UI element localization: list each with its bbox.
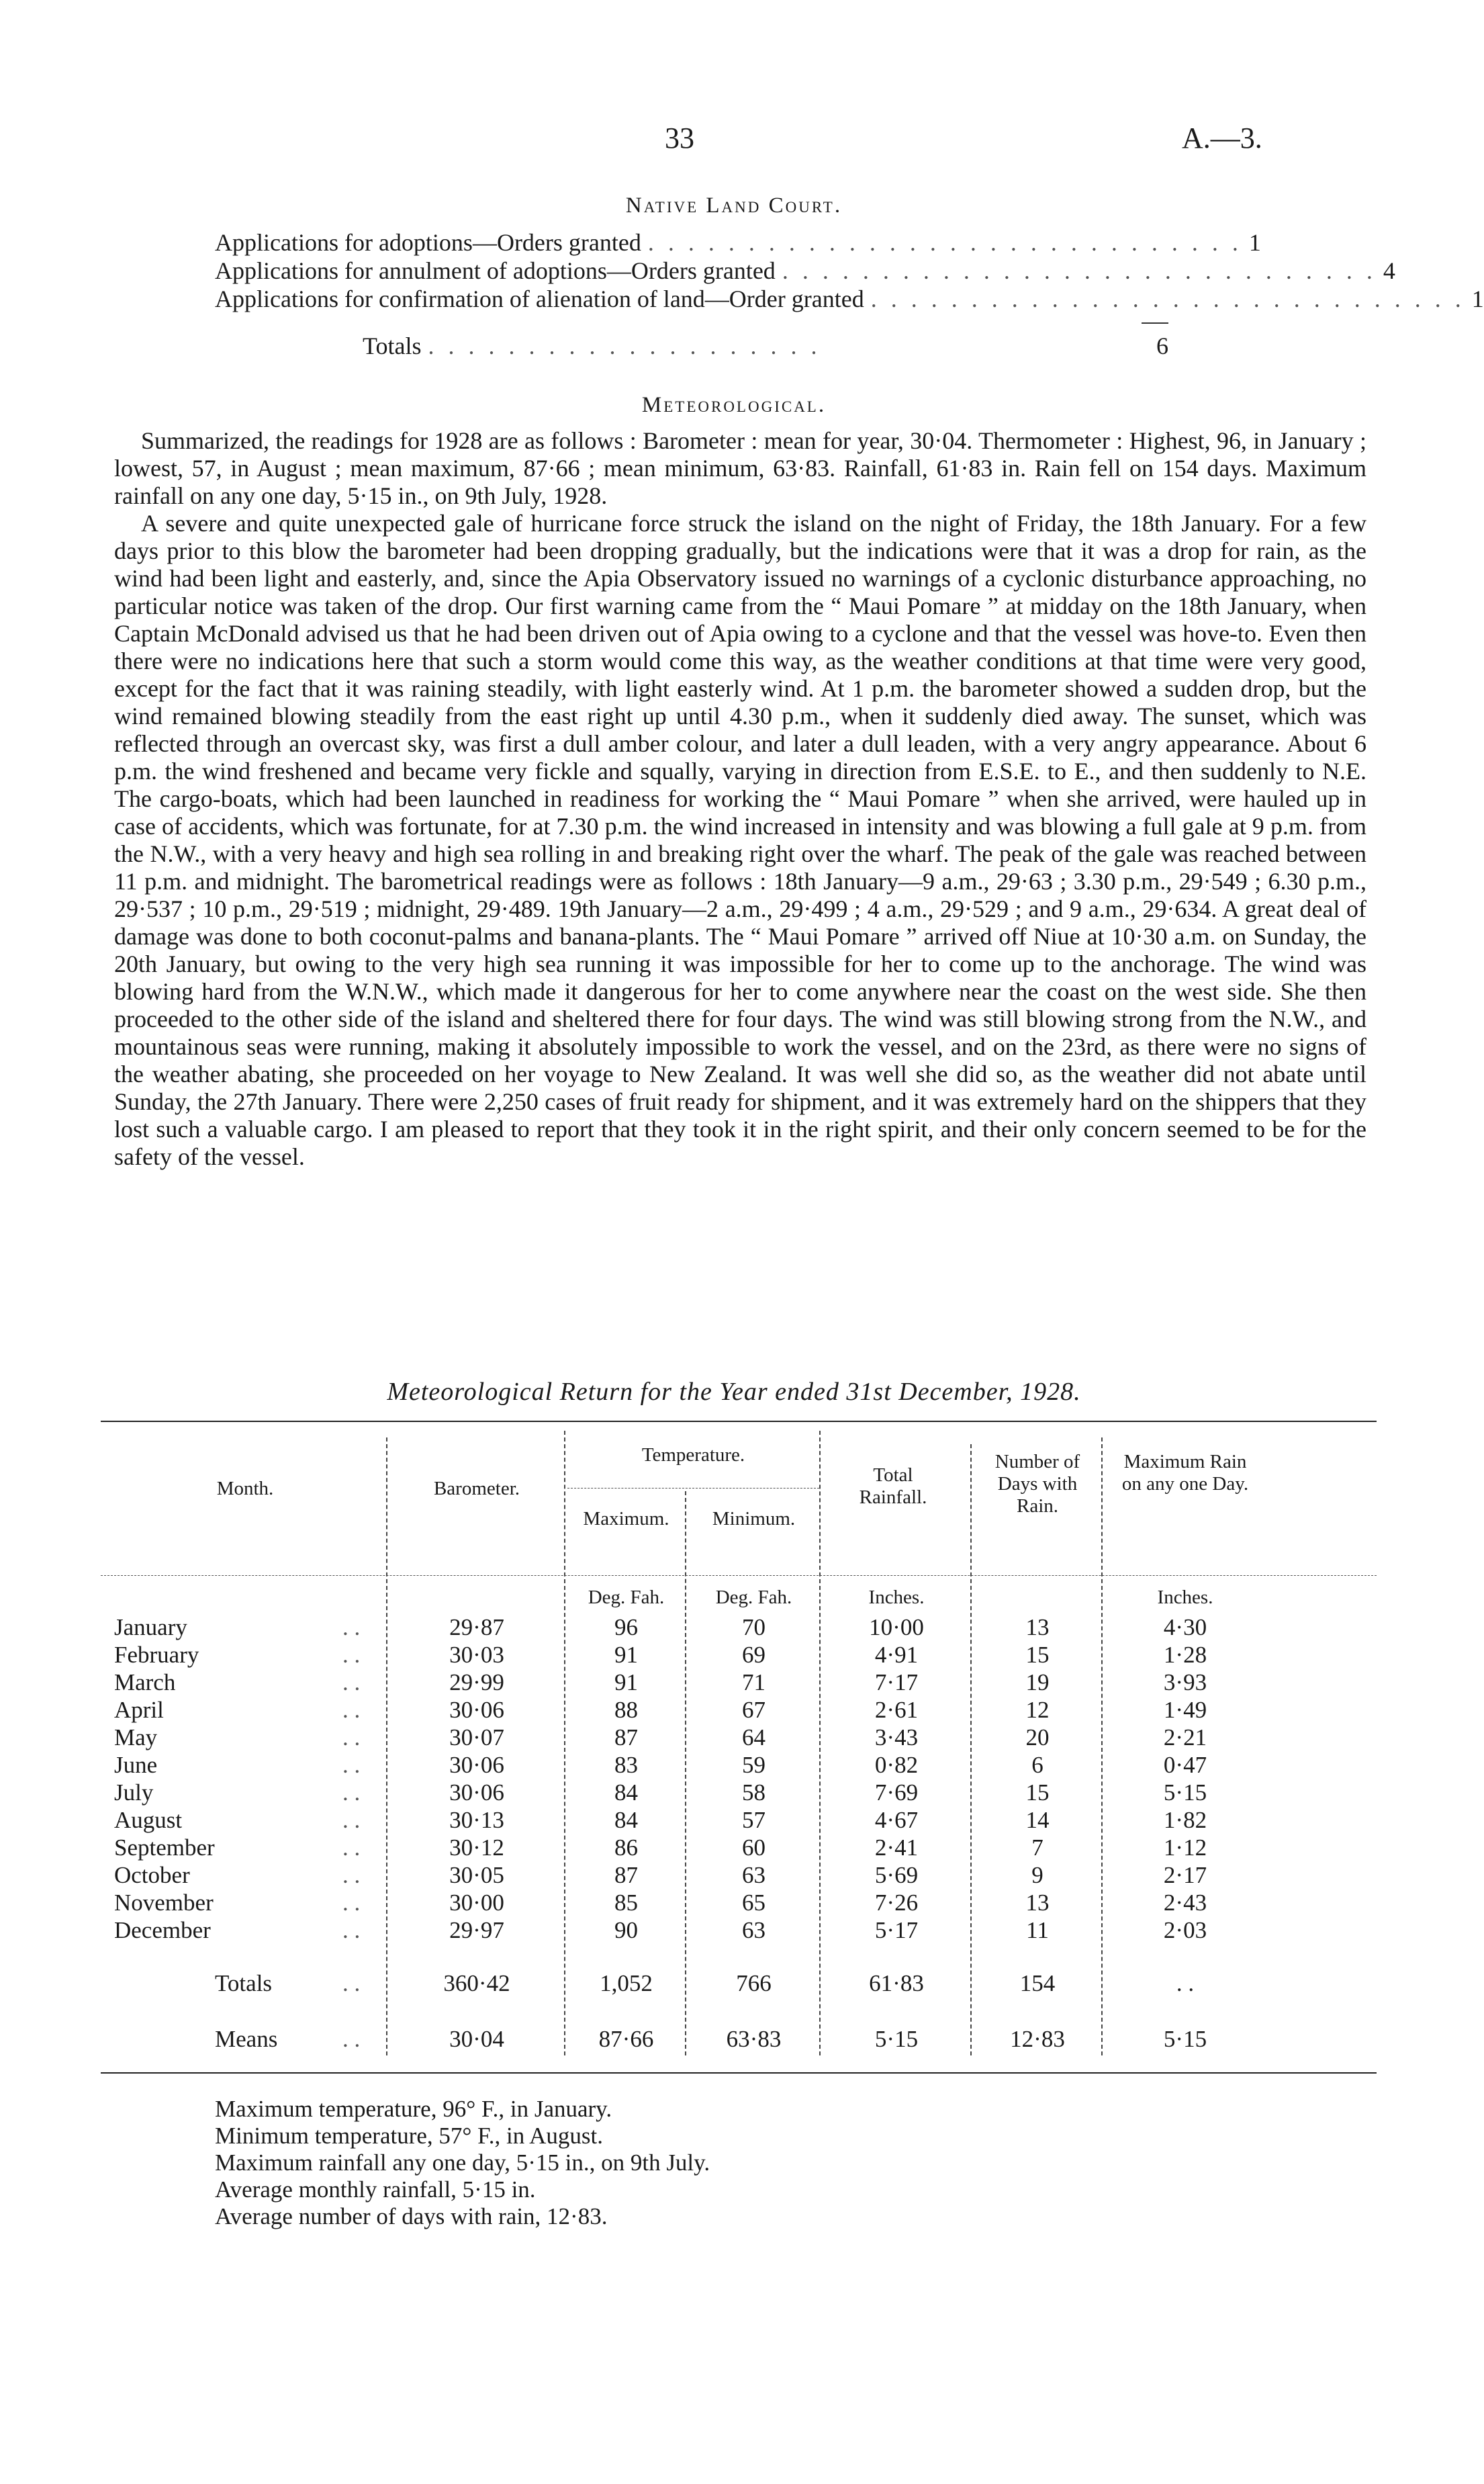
- totals-row: [215, 332, 1168, 360]
- cell-min: 65: [742, 1890, 766, 1916]
- cell-max-rain: 0·47: [1163, 1752, 1207, 1778]
- leader-dots: . .: [342, 1724, 361, 1750]
- cell-rain: 4·91: [874, 1642, 919, 1668]
- leader-dots: . .: [342, 1614, 361, 1640]
- leader-dots: . . . . . . . . . . . . . . . . . . . . . . . . . . . . . .: [870, 285, 1465, 312]
- cell-min: 63: [742, 1862, 766, 1888]
- cell-rain: 5·15: [874, 2026, 919, 2052]
- row-label: April: [114, 1697, 164, 1723]
- leader-dots: . . . . . . . . . . . . . . . . . . . .: [428, 332, 821, 359]
- unit-label: Inches.: [868, 1587, 925, 1608]
- cell-rain: 10·00: [869, 1614, 924, 1640]
- cell-days: 13: [1025, 1890, 1050, 1916]
- cell-max-rain: 2·21: [1163, 1724, 1207, 1750]
- header-rule: [101, 1575, 1377, 1576]
- cell-min: 60: [742, 1834, 766, 1861]
- cell-min: 64: [742, 1724, 766, 1750]
- col-header-minimum: Minimum.: [712, 1508, 796, 1529]
- row-label: Means: [215, 2026, 278, 2052]
- cell-barometer: 30·06: [449, 1752, 504, 1778]
- row-label: August: [114, 1807, 183, 1833]
- row-label: September: [114, 1834, 215, 1861]
- leader-dots: . .: [342, 1669, 361, 1695]
- leader-dots: . .: [342, 1862, 361, 1888]
- cell-max-rain: 3·93: [1163, 1669, 1207, 1695]
- row-label: January: [114, 1614, 187, 1640]
- cell-max-rain: 1·82: [1163, 1807, 1207, 1833]
- col-header-max-rain: Maximum Rain on any one Day.: [1121, 1451, 1249, 1495]
- note-line: Average number of days with rain, 12·83.: [215, 2203, 608, 2229]
- row-label: February: [114, 1642, 199, 1668]
- native-land-court-title: Native Land Court.: [625, 193, 843, 218]
- leader-dots: . .: [342, 1697, 361, 1723]
- cell-days: 12·83: [1010, 2026, 1065, 2052]
- summary-notes: [215, 2096, 710, 2230]
- cell-max: 84: [614, 1807, 638, 1833]
- cell-max: 83: [614, 1752, 638, 1778]
- cell-days: 7: [1031, 1834, 1044, 1861]
- leader-dots: . .: [342, 1752, 361, 1778]
- cell-max: 87: [614, 1862, 638, 1888]
- cell-min: 67: [742, 1697, 766, 1723]
- note-line: Maximum rainfall any one day, 5·15 in., on 9th July.: [215, 2149, 710, 2176]
- cell-max-rain: 2·17: [1163, 1862, 1207, 1888]
- cell-max: 90: [614, 1917, 638, 1943]
- cell-barometer: 360·42: [443, 1970, 510, 1996]
- cell-rain: 0·82: [874, 1752, 919, 1778]
- row-label: July: [114, 1779, 154, 1806]
- cell-barometer: 29·97: [449, 1917, 504, 1943]
- col-header-temperature: Temperature.: [641, 1444, 745, 1466]
- cell-rain: 2·61: [874, 1697, 919, 1723]
- leader-dots: . . . . . . . . . . . . . . . . . . . . . . . . . . . . . .: [647, 229, 1242, 256]
- cell-max: 84: [614, 1779, 638, 1806]
- item-label: Applications for annulment of adoptions—Orders granted: [215, 257, 776, 284]
- temperature-subrule: [567, 1488, 819, 1489]
- leader-dots: . .: [342, 1779, 361, 1806]
- cell-min: 69: [742, 1642, 766, 1668]
- cell-barometer: 30·05: [449, 1862, 504, 1888]
- unit-label: Deg. Fah.: [588, 1587, 665, 1608]
- cell-min: 63·83: [726, 2026, 782, 2052]
- row-label: October: [114, 1862, 190, 1888]
- col-header-total-rainfall: Total Rainfall.: [859, 1464, 927, 1508]
- cell-max: 88: [614, 1697, 638, 1723]
- cell-min: 766: [736, 1970, 772, 1996]
- cell-rain: 5·69: [874, 1862, 919, 1888]
- cell-min: 58: [742, 1779, 766, 1806]
- row-label: June: [114, 1752, 158, 1778]
- cell-rain: 7·69: [874, 1779, 919, 1806]
- row-label: Totals: [215, 1970, 273, 1996]
- cell-min: 57: [742, 1807, 766, 1833]
- meteorological-title: Meteorological.: [641, 393, 827, 417]
- cell-barometer: 30·12: [449, 1834, 504, 1861]
- leader-dots: . . . . . . . . . . . . . . . . . . . . . . . . . . . . . .: [782, 257, 1377, 284]
- item-value: 1: [1248, 229, 1261, 256]
- leader-dots: . .: [342, 1834, 361, 1861]
- cell-barometer: 30·03: [449, 1642, 504, 1668]
- cell-barometer: 30·06: [449, 1779, 504, 1806]
- cell-days: 15: [1025, 1779, 1050, 1806]
- paragraph: A severe and quite unexpected gale of hurricane force struck the island on the night of Friday, the 18th January. For a few days prior to this blow the barometer had been dropping gradually, but the indications were that it was a drop for rain, as the wind had been light and easterly, and, since the Apia Observatory issued no warnings of a cyclonic disturbance approaching, no particular notice was taken of the drop. Our first warning came from the “ Maui Pomare ” at midday on the 18th January, when Captain McDonald advised us that he had been driven out of Apia owing to a cyclone and that the vessel was hove-to. Even then there were no indications here that such a storm would come this way, as the weather conditions at that time were very good, except for the fact that it was raining steadily, with light easterly wind. At 1 p.m. the barometer showed a sudden drop, but the wind remained blowing steadily from the east right up until 4.30 p.m., when it suddenly died away. The sunset, which was reflected through an overcast sky, was first a dull amber colour, and later a dull leaden, with a very angry appearance. About 6 p.m. the wind freshened and became very fickle and squally, varying in direction from E.S.E. to E., and then suddenly to N.E. The cargo-boats, which had been launched in readiness for working the “ Maui Pomare ” when she arrived, were hauled up in case of accidents, which was fortunate, for at 7.30 p.m. the wind increased in intensity and was blowing a full gale at 9 p.m. from the N.W., with a very heavy and high sea rolling in and breaking right over the wharf. The peak of the gale was reached between 11 p.m. and midnight. The barometrical readings were as follows : 18th January—9 a.m., 29·63 ; 3.30 p.m., 29·549 ; 6.30 p.m., 29·537 ; 10 p.m., 29·519 ; midnight, 29·489. 19th January—2 a.m., 29·499 ; 4 a.m., 29·529 ; and 9 a.m., 29·634. A great deal of damage was done to both coconut-palms and banana-plants. The “ Maui Pomare ” arrived off Niue at 10·30 a.m. on Sunday, the 20th January, but owing to the very high sea running it was impossible for her to come up to the anchorage. The wind was blowing hard from the W.N.W., which made it dangerous for her to come anywhere near the coast on the west side. She then proceeded to the other side of the island and sheltered there for four days. The wind was still blowing strong from the N.W., and mountainous seas were running, making it absolutely impossible to work the vessel, and on the 23rd, as there were no signs of the weather abating, she proceeded on her voyage to New Zealand. It was well she did so, as the weather did not abate until Sunday, the 27th January. There were 2,250 cases of fruit ready for shipment, and it was extremely hard on the shippers that they lost such a valuable cargo. I am pleased to report that they took it in the right spirit, and their only concern seemed to be for the safety of the vessel.: [114, 510, 1366, 1170]
- table-top-rule: [101, 1421, 1377, 1422]
- row-label: May: [114, 1724, 158, 1750]
- col-header-days-with-rain: Number of Days with Rain.: [994, 1451, 1080, 1517]
- cell-max-rain: 2·03: [1163, 1917, 1207, 1943]
- cell-rain: 5·17: [874, 1917, 919, 1943]
- leader-dots: . .: [342, 1890, 361, 1916]
- cell-days: 12: [1025, 1697, 1050, 1723]
- cell-rain: 7·17: [874, 1669, 919, 1695]
- row-label: March: [114, 1669, 176, 1695]
- cell-max: 96: [614, 1614, 638, 1640]
- col-header-month: Month.: [216, 1478, 274, 1499]
- column-divider: [564, 1431, 565, 2055]
- meteorological-body: [114, 427, 1366, 1171]
- cell-days: 14: [1025, 1807, 1050, 1833]
- cell-max-rain: 1·49: [1163, 1697, 1207, 1723]
- cell-max: 85: [614, 1890, 638, 1916]
- cell-max-rain: 1·12: [1163, 1834, 1207, 1861]
- column-divider: [685, 1491, 686, 2055]
- table-caption: Meteorological Return for the Year ended 31st December, 1928.: [387, 1378, 1081, 1406]
- note-line: Maximum temperature, 96° F., in January.: [215, 2096, 612, 2122]
- cell-rain: 4·67: [874, 1807, 919, 1833]
- unit-label: Deg. Fah.: [715, 1587, 792, 1608]
- cell-min: 59: [742, 1752, 766, 1778]
- cell-barometer: 30·07: [449, 1724, 504, 1750]
- cell-barometer: 30·13: [449, 1807, 504, 1833]
- row-label: December: [114, 1917, 211, 1943]
- cell-barometer: 30·00: [449, 1890, 504, 1916]
- row-label: November: [114, 1890, 214, 1916]
- column-divider: [819, 1431, 821, 2055]
- cell-max-rain: . .: [1176, 1970, 1195, 1996]
- leader-dots: . .: [342, 1807, 361, 1833]
- cell-days: 13: [1025, 1614, 1050, 1640]
- item-value: 1: [1471, 285, 1484, 312]
- cell-rain: 2·41: [874, 1834, 919, 1861]
- totals-rule: [1142, 322, 1168, 324]
- leader-dots: . .: [342, 1917, 361, 1943]
- item-value: 4: [1383, 257, 1395, 284]
- cell-max: 91: [614, 1669, 638, 1695]
- column-divider: [386, 1437, 387, 2055]
- list-item: [215, 285, 1484, 313]
- cell-days: 15: [1025, 1642, 1050, 1668]
- totals-value: 6: [1156, 332, 1168, 359]
- native-land-court-list: [215, 228, 1484, 360]
- cell-max-rain: 1·28: [1163, 1642, 1207, 1668]
- leader-dots: . .: [342, 1970, 361, 1996]
- item-label: Applications for adoptions—Orders granted: [215, 229, 641, 256]
- list-item: [215, 228, 1261, 257]
- cell-max-rain: 2·43: [1163, 1890, 1207, 1916]
- cell-rain: 61·83: [869, 1970, 924, 1996]
- table-bottom-rule: [101, 2072, 1377, 2074]
- cell-max-rain: 5·15: [1163, 2026, 1207, 2052]
- list-item: [215, 257, 1395, 285]
- cell-max: 1,052: [600, 1970, 653, 1996]
- leader-dots: . .: [342, 1642, 361, 1668]
- cell-days: 6: [1031, 1752, 1044, 1778]
- cell-barometer: 29·87: [449, 1614, 504, 1640]
- paragraph: Summarized, the readings for 1928 are as follows : Barometer : mean for year, 30·04. Thermometer : Highest, 96, in January ; lowest, 57, in August ; mean maximum, 87·66 ; mean minimum, 63·83. Rainfall, 61·83 in. Rain fell on 154 days. Maximum rainfall on any one day, 5·15 in., on 9th July, 1928.: [114, 427, 1366, 509]
- cell-max-rain: 4·30: [1163, 1614, 1207, 1640]
- cell-min: 70: [742, 1614, 766, 1640]
- cell-max: 91: [614, 1642, 638, 1668]
- note-line: Minimum temperature, 57° F., in August.: [215, 2123, 603, 2149]
- cell-max: 87·66: [598, 2026, 654, 2052]
- cell-rain: 7·26: [874, 1890, 919, 1916]
- cell-days: 11: [1026, 1917, 1049, 1943]
- col-header-barometer: Barometer.: [433, 1478, 520, 1499]
- unit-label: Inches.: [1157, 1587, 1213, 1608]
- col-header-maximum: Maximum.: [583, 1508, 669, 1529]
- totals-label: Totals: [363, 332, 422, 359]
- document-reference: A.—3.: [1182, 122, 1262, 154]
- note-line: Average monthly rainfall, 5·15 in.: [215, 2176, 536, 2203]
- cell-rain: 3·43: [874, 1724, 919, 1750]
- cell-max: 86: [614, 1834, 638, 1861]
- cell-min: 63: [742, 1917, 766, 1943]
- column-divider: [1101, 1437, 1103, 2055]
- cell-days: 19: [1025, 1669, 1050, 1695]
- leader-dots: . .: [342, 2026, 361, 2052]
- page-number: 33: [665, 122, 694, 154]
- column-divider: [970, 1444, 972, 2055]
- cell-min: 71: [742, 1669, 766, 1695]
- cell-days: 20: [1025, 1724, 1050, 1750]
- cell-barometer: 29·99: [449, 1669, 504, 1695]
- item-label: Applications for confirmation of alienation of land—Order granted: [215, 285, 864, 312]
- cell-barometer: 30·06: [449, 1697, 504, 1723]
- cell-days: 154: [1019, 1970, 1056, 1996]
- cell-barometer: 30·04: [449, 2026, 504, 2052]
- cell-days: 9: [1031, 1862, 1044, 1888]
- cell-max-rain: 5·15: [1163, 1779, 1207, 1806]
- cell-max: 87: [614, 1724, 638, 1750]
